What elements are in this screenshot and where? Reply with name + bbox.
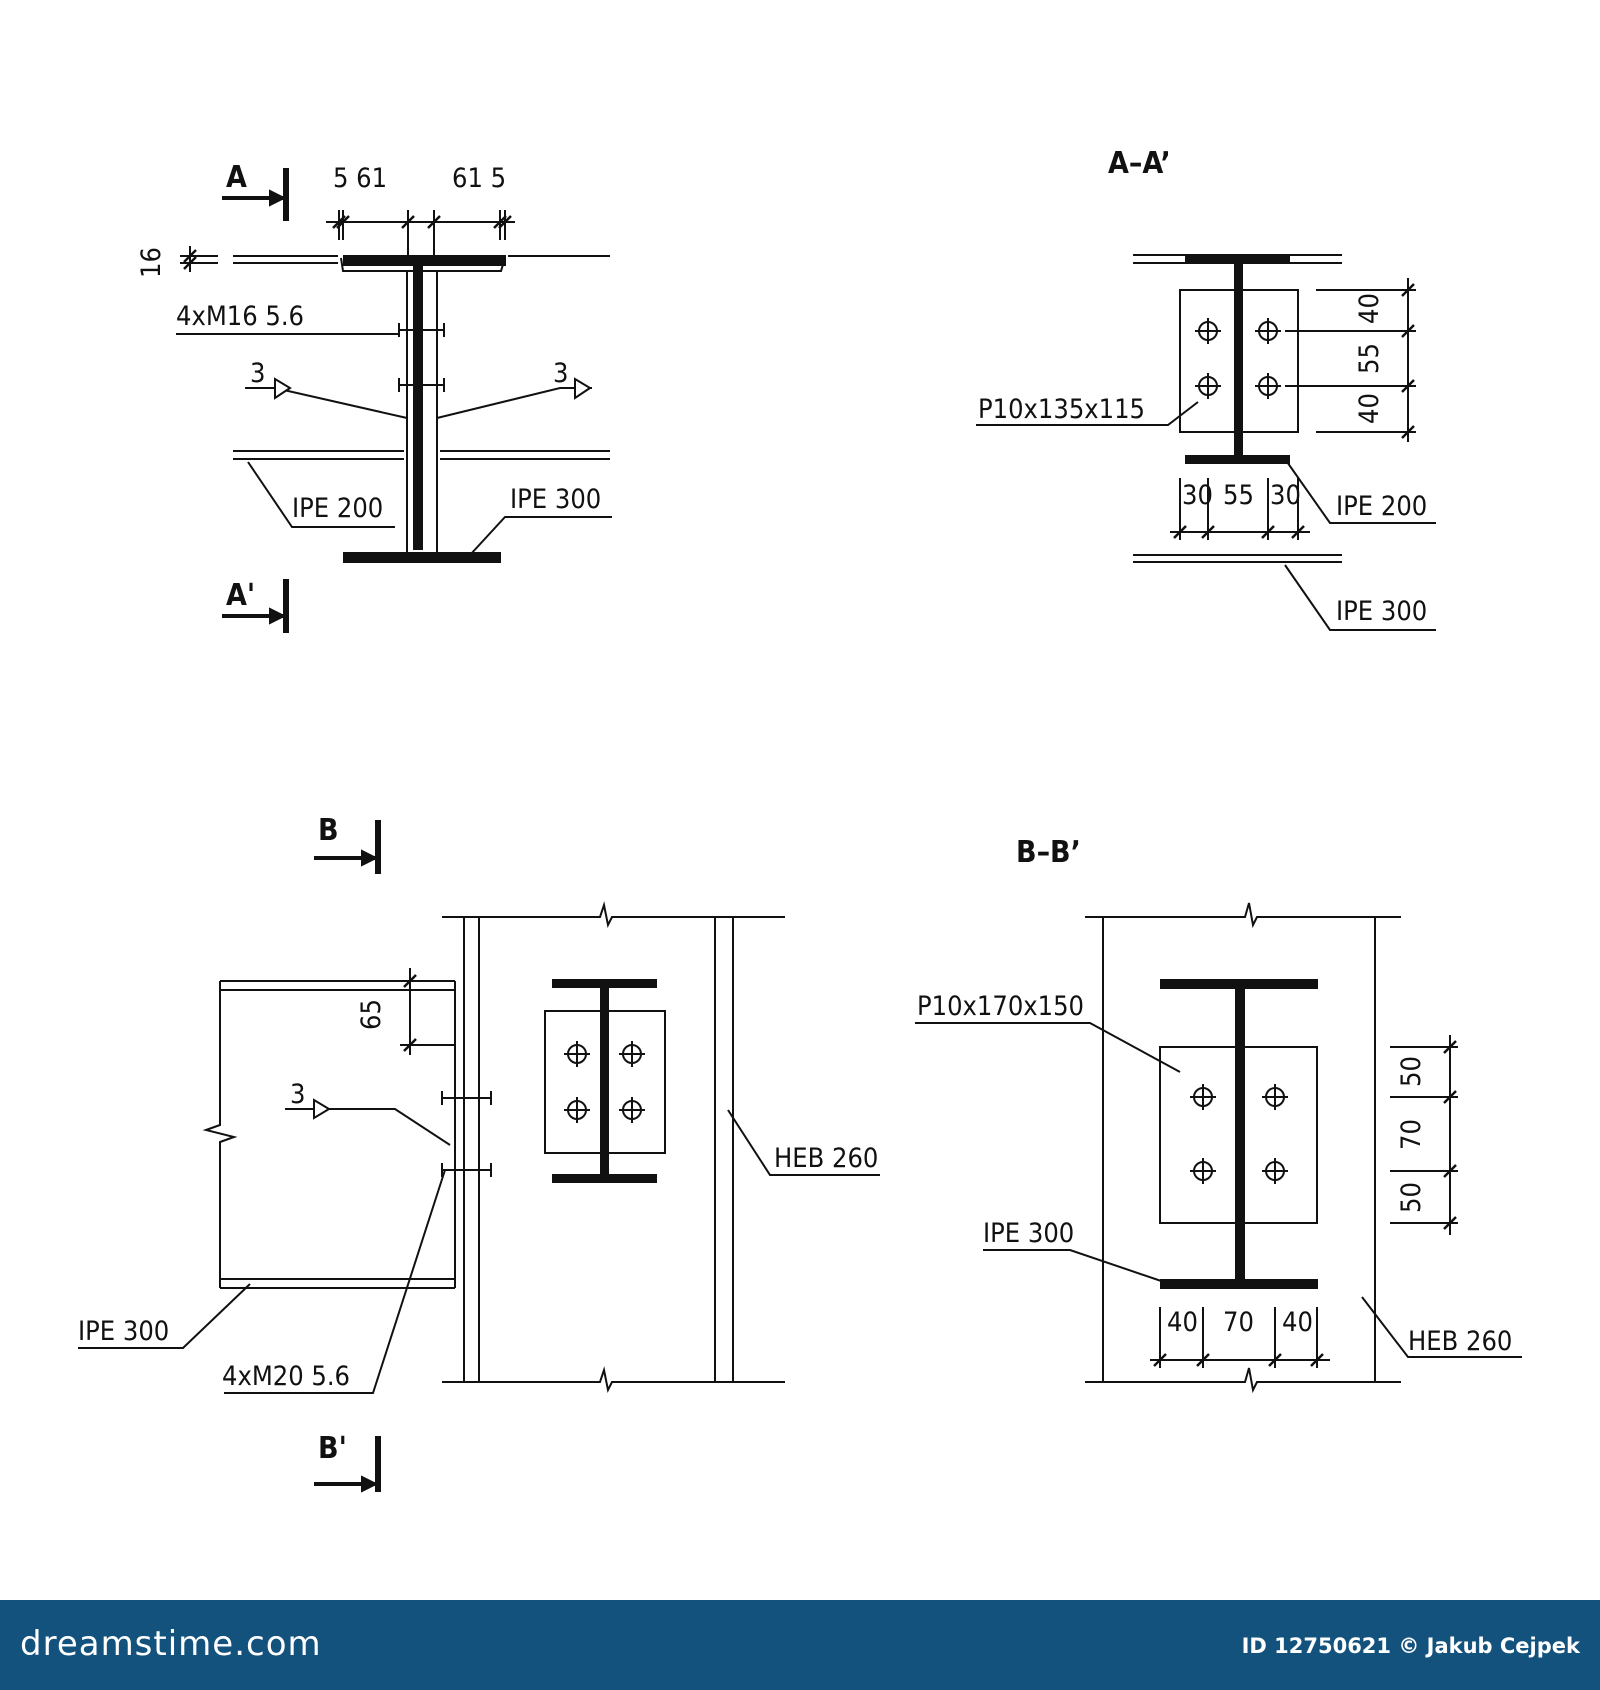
label-section-a: A (226, 160, 247, 195)
dim-aa-v2: 55 (1354, 343, 1385, 374)
dim-bb-h1: 40 (1167, 1307, 1198, 1338)
dim-bb-v2: 70 (1396, 1119, 1427, 1150)
dimension-chain-top (326, 210, 515, 258)
brand-logo[interactable]: dreamstime.com (20, 1624, 322, 1664)
label-weld-b: 3 (290, 1079, 306, 1110)
dimension-flange (180, 246, 218, 272)
label-ipe200-aa: IPE 200 (1336, 491, 1428, 522)
label-heb260-bb: HEB 260 (1408, 1326, 1513, 1357)
label-ipe300-aa: IPE 300 (1336, 596, 1428, 627)
dim-aa-h3: 30 (1270, 480, 1301, 511)
dim-right: 61 5 (452, 163, 507, 194)
dim-left: 5 61 (333, 163, 388, 194)
title-section-bb: B–B’ (1016, 835, 1081, 870)
section-b-b (915, 903, 1522, 1390)
dim-aa-h2: 55 (1223, 480, 1254, 511)
dim-aa-v3: 40 (1354, 393, 1385, 424)
leader-weld-left (245, 388, 407, 418)
leader-bolts-b (224, 1170, 445, 1393)
label-ipe200: IPE 200 (292, 493, 384, 524)
leader-ipe300-1 (470, 517, 612, 555)
label-plate-bb: P10x170x150 (917, 991, 1084, 1022)
dimension-chain-aa-vertical (1285, 278, 1416, 442)
label-section-a-prime: A' (226, 578, 256, 613)
dim-bb-h3: 40 (1282, 1307, 1313, 1338)
label-bolts-m20: 4xM20 5.6 (222, 1361, 351, 1392)
label-plate-aa: P10x135x115 (978, 394, 1145, 425)
leader-weld-b (285, 1109, 450, 1145)
dim-65: 65 (356, 999, 387, 1030)
column-heb260 (442, 905, 785, 1390)
dimension-65 (400, 968, 455, 1055)
image-credit: ID 12750621 © Jakub Cejpek (1241, 1634, 1580, 1658)
dim-aa-h1: 30 (1182, 480, 1213, 511)
leader-ipe300-bb (983, 1250, 1170, 1284)
label-section-b: B (318, 813, 339, 848)
bolt-marks-b (441, 1091, 492, 1177)
dim-flange: 16 (136, 247, 167, 278)
dim-aa-v1: 40 (1354, 293, 1385, 324)
label-heb260: HEB 260 (774, 1143, 879, 1174)
label-ipe300-b: IPE 300 (78, 1316, 170, 1347)
label-ipe300: IPE 300 (510, 484, 602, 515)
detail-b-elevation (78, 820, 880, 1492)
dim-bb-v3: 50 (1396, 1182, 1427, 1213)
leader-weld-right (437, 388, 592, 418)
label-ipe300-bb: IPE 300 (983, 1218, 1075, 1249)
footer-bar (0, 1600, 1600, 1690)
title-section-aa: A–A’ (1108, 146, 1171, 181)
label-section-b-prime: B' (318, 1431, 347, 1466)
dim-bb-v1: 50 (1396, 1056, 1427, 1087)
label-weld-left: 3 (250, 358, 266, 389)
dim-bb-h2: 70 (1223, 1307, 1254, 1338)
beam-ipe300-elevation (206, 981, 455, 1288)
label-bolts-m16: 4xM16 5.6 (176, 301, 305, 332)
detail-a-elevation (176, 168, 612, 633)
label-weld-right: 3 (553, 358, 569, 389)
leader-plate-bb (915, 1023, 1180, 1072)
column-section-symbol (545, 979, 665, 1183)
